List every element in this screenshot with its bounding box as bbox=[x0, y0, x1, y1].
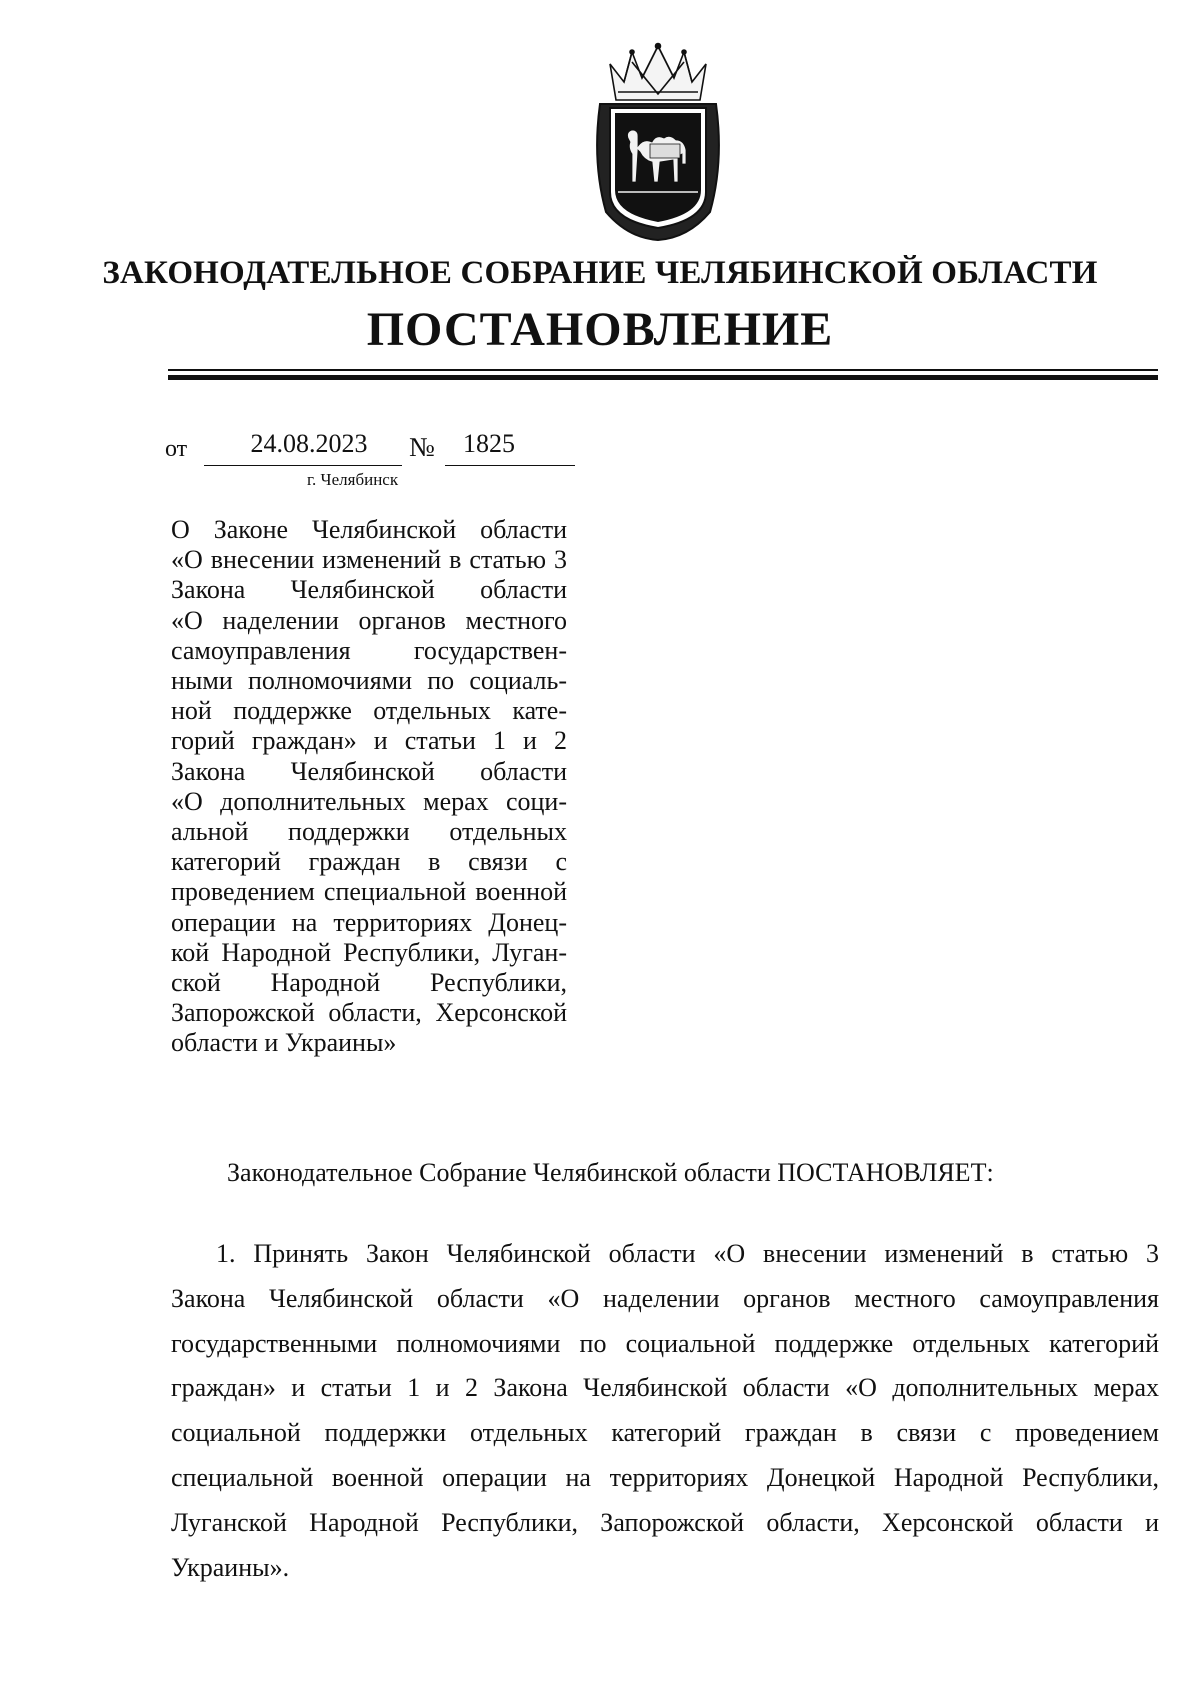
title-line: ной поддержке отдельных кате- bbox=[171, 696, 567, 726]
item-line: Луганской Народной Республики, Запорожской области, Херсонской области и bbox=[171, 1507, 1159, 1537]
document-title bbox=[171, 515, 567, 1059]
number-prefix: № bbox=[409, 432, 435, 462]
item-line: государственными полномочиями по социальной поддержке отдельных категорий bbox=[171, 1328, 1159, 1358]
title-line: «О наделении органов местного bbox=[171, 605, 567, 635]
document-date: 24.08.2023 bbox=[204, 428, 402, 466]
title-line: горий граждан» и статьи 1 и 2 bbox=[171, 726, 567, 756]
title-line: Запорожской области, Херсонской bbox=[171, 998, 567, 1028]
title-line: альной поддержки отдельных bbox=[171, 817, 567, 847]
organization-name: ЗАКОНОДАТЕЛЬНОЕ СОБРАНИЕ ЧЕЛЯБИНСКОЙ ОБЛАСТИ bbox=[102, 255, 1098, 291]
title-line: кой Народной Республики, Луган- bbox=[171, 937, 567, 967]
title-line: Закона Челябинской области bbox=[171, 756, 567, 786]
title-line: категорий граждан в связи с bbox=[171, 847, 567, 877]
crown-icon bbox=[610, 44, 706, 101]
title-line: проведением специальной военной bbox=[171, 877, 567, 907]
coat-of-arms-emblem bbox=[588, 42, 728, 242]
resolution-item-1 bbox=[171, 1232, 1159, 1590]
item-line: Украины». bbox=[171, 1552, 290, 1582]
document-number: 1825 bbox=[445, 428, 575, 466]
item-line: специальной военной операции на территориях Донецкой Народной Республики, bbox=[171, 1462, 1159, 1492]
title-line: самоуправления государствен- bbox=[171, 635, 567, 665]
document-type: ПОСТАНОВЛЕНИЕ bbox=[366, 303, 834, 356]
title-line: ской Народной Республики, bbox=[171, 968, 567, 998]
header-divider-thin bbox=[168, 369, 1158, 371]
title-line: Закона Челябинской области bbox=[171, 575, 567, 605]
title-line: области и Украины» bbox=[171, 1028, 397, 1058]
item-line: Закона Челябинской области «О наделении органов местного самоуправления bbox=[171, 1283, 1159, 1313]
header-divider-thick bbox=[168, 375, 1158, 380]
title-line: ными полномочиями по социаль- bbox=[171, 666, 567, 696]
resolution-statement: Законодательное Собрание Челябинской области ПОСТАНОВЛЯЕТ: bbox=[227, 1158, 994, 1187]
title-line: «О дополнительных мерах соци- bbox=[171, 786, 567, 816]
item-line: социальной поддержки отдельных категорий граждан в связи с проведением bbox=[171, 1418, 1159, 1448]
document-city: г. Челябинск bbox=[307, 470, 399, 489]
title-line: О Законе Челябинской области bbox=[171, 515, 567, 544]
date-prefix: от bbox=[165, 436, 188, 462]
item-line: граждан» и статьи 1 и 2 Закона Челябинской области «О дополнительных мерах bbox=[171, 1373, 1159, 1403]
title-line: операции на территориях Донец- bbox=[171, 907, 567, 937]
title-line: «О внесении изменений в статью 3 bbox=[171, 545, 567, 575]
item-line: 1. Принять Закон Челябинской области «О внесении изменений в статью 3 bbox=[216, 1239, 1159, 1268]
